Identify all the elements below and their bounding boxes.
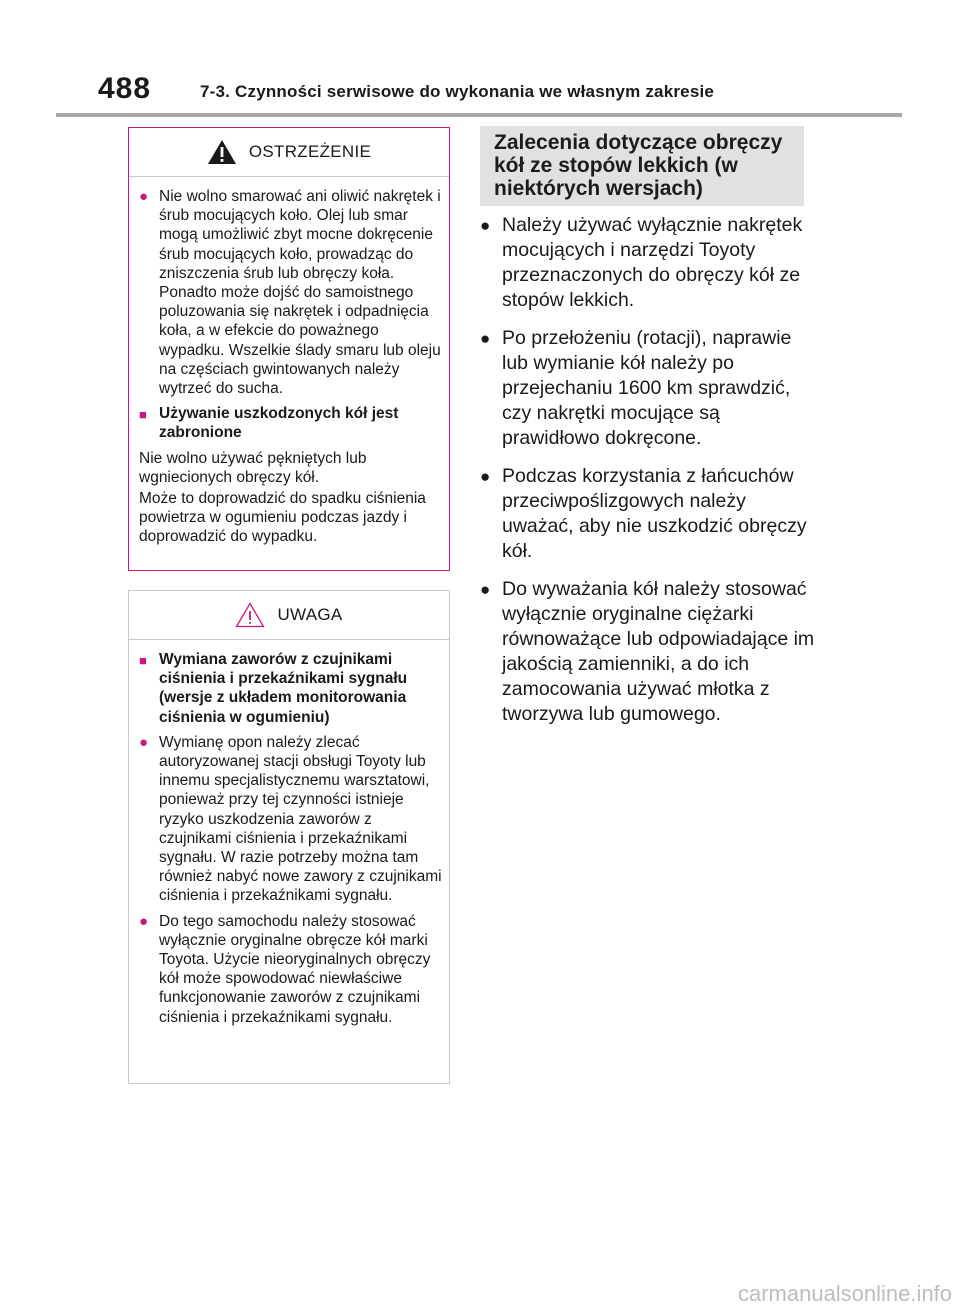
square-bullet-icon: ■ (139, 653, 147, 668)
warning-triangle-icon (207, 139, 237, 165)
list-item (480, 326, 820, 451)
header-divider (56, 113, 902, 117)
bullet-icon: ● (480, 329, 491, 348)
notice-header (129, 591, 449, 640)
page-number: 488 (98, 72, 152, 105)
list-item-text: Po przełożeniu (rotacji), naprawie lub wymianie kół należy po przejechaniu 1600 km sprawdzić, czy nakrętki mocujące są prawidłowo dokręcone. (502, 327, 792, 449)
notice-bullet-text: Do tego samochodu należy stosować wyłącznie oryginalne obręcze kół marki Toyota. Użycie nieoryginalnych obręczy kół może spowodować niewłaściwe funkcjonowanie zaworów z czujnikami ciśnienia i przekaźnikami sygnału. (159, 912, 431, 1026)
section-heading: Zalecenia dotyczące obręczy kół ze stopów lekkich (w niektórych wersjach) (480, 126, 804, 206)
chapter-title: 7-3. Czynności serwisowe do wykonania we własnym zakresie (200, 82, 715, 101)
warning-title: OSTRZEŻENIE (248, 142, 372, 161)
notice-bullet-text: Wymianę opon należy zlecać autoryzowanej stacji obsługi Toyoty lub innemu specjalistycznemu warsztatowi, ponieważ przy tej czynności istnieje ryzyko uszkodzenia zaworów z czujnikami ciśnienia i przekaźnikami sygnału. W razie potrzeby można tam również nabyć nowe zawory z czujnikami ciśnienia i przekaźnikami sygnału. (159, 733, 442, 905)
list-item-text: Podczas korzystania z łańcuchów przeciwpoślizgowych należy uważać, aby nie uszkodzić obręczy kół. (502, 465, 807, 562)
square-bullet-icon: ■ (139, 407, 147, 423)
warning-subhead: Używanie uszkodzonych kół jest zabronione (159, 405, 399, 442)
list-item (480, 577, 820, 727)
list-item (480, 213, 820, 313)
bullet-icon: ● (480, 216, 491, 235)
list-item (139, 187, 445, 398)
warning-body (129, 177, 449, 547)
list-item-text: Należy używać wyłącznie nakrętek mocujących i narzędzi Toyoty przeznaczonych do obręczy kół ze stopów lekkich. (502, 214, 803, 311)
subheading (139, 650, 445, 727)
list-item (139, 733, 445, 906)
caution-triangle-icon (235, 602, 265, 628)
warning-box (128, 127, 450, 571)
bullet-icon: ● (480, 580, 491, 599)
notice-subhead: Wymiana zaworów z czujnikami ciśnienia i przekaźnikami sygnału (wersje z układem monitorowania ciśnienia w ogumieniu) (159, 651, 408, 726)
warning-paragraph: Nie wolno używać pękniętych lub wgniecionych obręczy kół. (139, 449, 367, 486)
warning-bullet-text: Nie wolno smarować ani oliwić nakrętek i śrub mocujących koło. Olej lub smar mogą umożliwić zbyt mocne dokręcenie śrub mocujących koło, prowadząc do zniszczenia śrub lub obręczy koła. Ponadto może dojść do samoistnego poluzowania się nakrętek i odpadnięcia koła, a w efekcie do poważnego wypadku. Wszelkie ślady smaru lub oleju na częściach gwintowanych należy wytrzeć do sucha. (159, 188, 441, 398)
list-item (480, 464, 820, 564)
notice-body (129, 640, 449, 1027)
warning-header (129, 128, 449, 177)
footer-url: carmanualsonline.info (737, 1281, 952, 1306)
warning-paragraph: Może to doprowadzić do spadku ciśnienia powietrza w ogumieniu podczas jazdy i doprowadzić do wypadku. (139, 490, 426, 546)
list-item-text: Do wyważania kół należy stosować wyłącznie oryginalne ciężarki równoważące lub odpowiadające im jakością zamienniki, a do ich zamocowania używać młotka z tworzywa lub gumowego. (502, 578, 815, 725)
bullet-icon: ● (139, 912, 149, 930)
list-item (139, 912, 445, 1027)
bullet-icon: ● (139, 188, 149, 205)
notice-box (128, 590, 450, 1084)
bullet-icon: ● (139, 733, 149, 751)
bullet-icon: ● (480, 467, 491, 486)
subheading (139, 404, 445, 442)
recommendation-list (480, 213, 820, 740)
notice-title: UWAGA (277, 605, 343, 624)
